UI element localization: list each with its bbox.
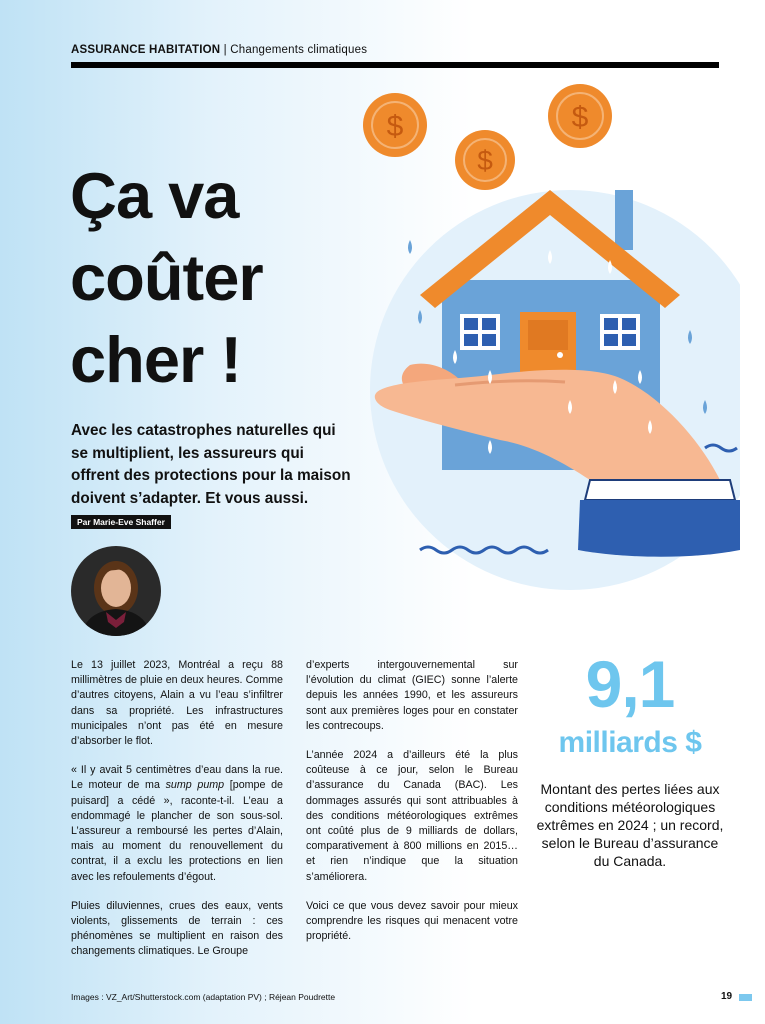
coin-dollar-label: $ [571, 101, 589, 134]
page-marker [739, 994, 752, 1001]
body-emphasis: sump pump [165, 779, 225, 792]
coin-icon [455, 130, 515, 190]
article-title [70, 155, 370, 401]
header-rule [71, 62, 719, 68]
header-separator: | [223, 44, 227, 56]
body-column-1 [71, 658, 283, 974]
author-byline: Par Marie-Eve Shaffer [71, 515, 171, 529]
coin-icon [363, 93, 427, 157]
body-paragraph: Voici ce que vous devez savoir pour mieux comprendre les risques qui menacent votre propriété. [306, 899, 518, 943]
body-paragraph: L’année 2024 a d’ailleurs été la plus coûteuse à ce jour, selon le Bureau d’assurance du Canada (BAC). Les dommages assurés qui sont attribuables à des conditions météorologiques extrêmes ont coûté plus de 9 milliards de dollars, comparativement à 800 millions en 2015… et rien n’indique que la situation s’améliorera. [306, 749, 518, 883]
author-avatar [71, 546, 161, 636]
article-dek: Avec les catastrophes naturelles qui se multiplient, les assureurs qui offrent des protections pour la maison doivent s’adapter. Et vous aussi. [71, 422, 351, 507]
title-line: Ça va [70, 159, 239, 232]
body-paragraph: d’experts intergouvernemental sur l’évolution du climat (GIEC) sonne l’alerte depuis les années 1990, et les assureurs sont aux premières loges pour en constater les contrecoups. [306, 659, 518, 732]
image-credit: Images : VZ_Art/Shutterstock.com (adaptation PV) ; Réjean Poudrette [71, 992, 336, 1002]
body-paragraph: Le 13 juillet 2023, Montréal a reçu 88 millimètres de pluie en deux heures. Comme d’autres citoyens, Alain a vu l’eau s’infiltrer dans sa propriété. Les infrastructures municipales n’ont pas été en mesure d’absorber le flot. [71, 659, 283, 748]
body-text: [pompe de puisard] a cédé », raconte-t-il. L’eau a endommagé le plancher de son sous-sol. L’assureur a remboursé les pertes d’Alain, mais au moment du renouvellement du contrat, il a exclu les protections en lien avec les refoulements d’égout. [71, 779, 284, 883]
stat-description: Montant des pertes liées aux conditions météorologiques extrêmes en 2024 ; un record, selon le Bureau d’assurance du Canada. [536, 781, 724, 869]
section-topic: Changements climatiques [230, 44, 368, 56]
body-column-2 [306, 658, 518, 958]
body-text: « Il y avait 5 centimètres d’eau dans la rue. Le moteur de ma [71, 764, 283, 792]
title-line: cher ! [70, 323, 242, 396]
stat-unit: milliards $ [558, 726, 702, 759]
house-insurance-illustration [360, 80, 740, 620]
coin-dollar-label: $ [477, 145, 493, 176]
coin-icon [548, 84, 612, 148]
body-paragraph [71, 763, 283, 885]
section-header [71, 44, 367, 56]
stat-number: 9,1 [585, 647, 675, 721]
body-paragraph: Pluies diluviennes, crues des eaux, vents violents, glissements de terrain : ces phénomènes se multiplient en raison des changements climatiques. Le Groupe [71, 899, 283, 958]
page-number: 19 [721, 991, 733, 1002]
author-portrait [71, 546, 161, 636]
coin-dollar-label: $ [386, 110, 404, 143]
section-label: ASSURANCE HABITATION [71, 44, 221, 56]
title-line: coûter [70, 241, 263, 314]
